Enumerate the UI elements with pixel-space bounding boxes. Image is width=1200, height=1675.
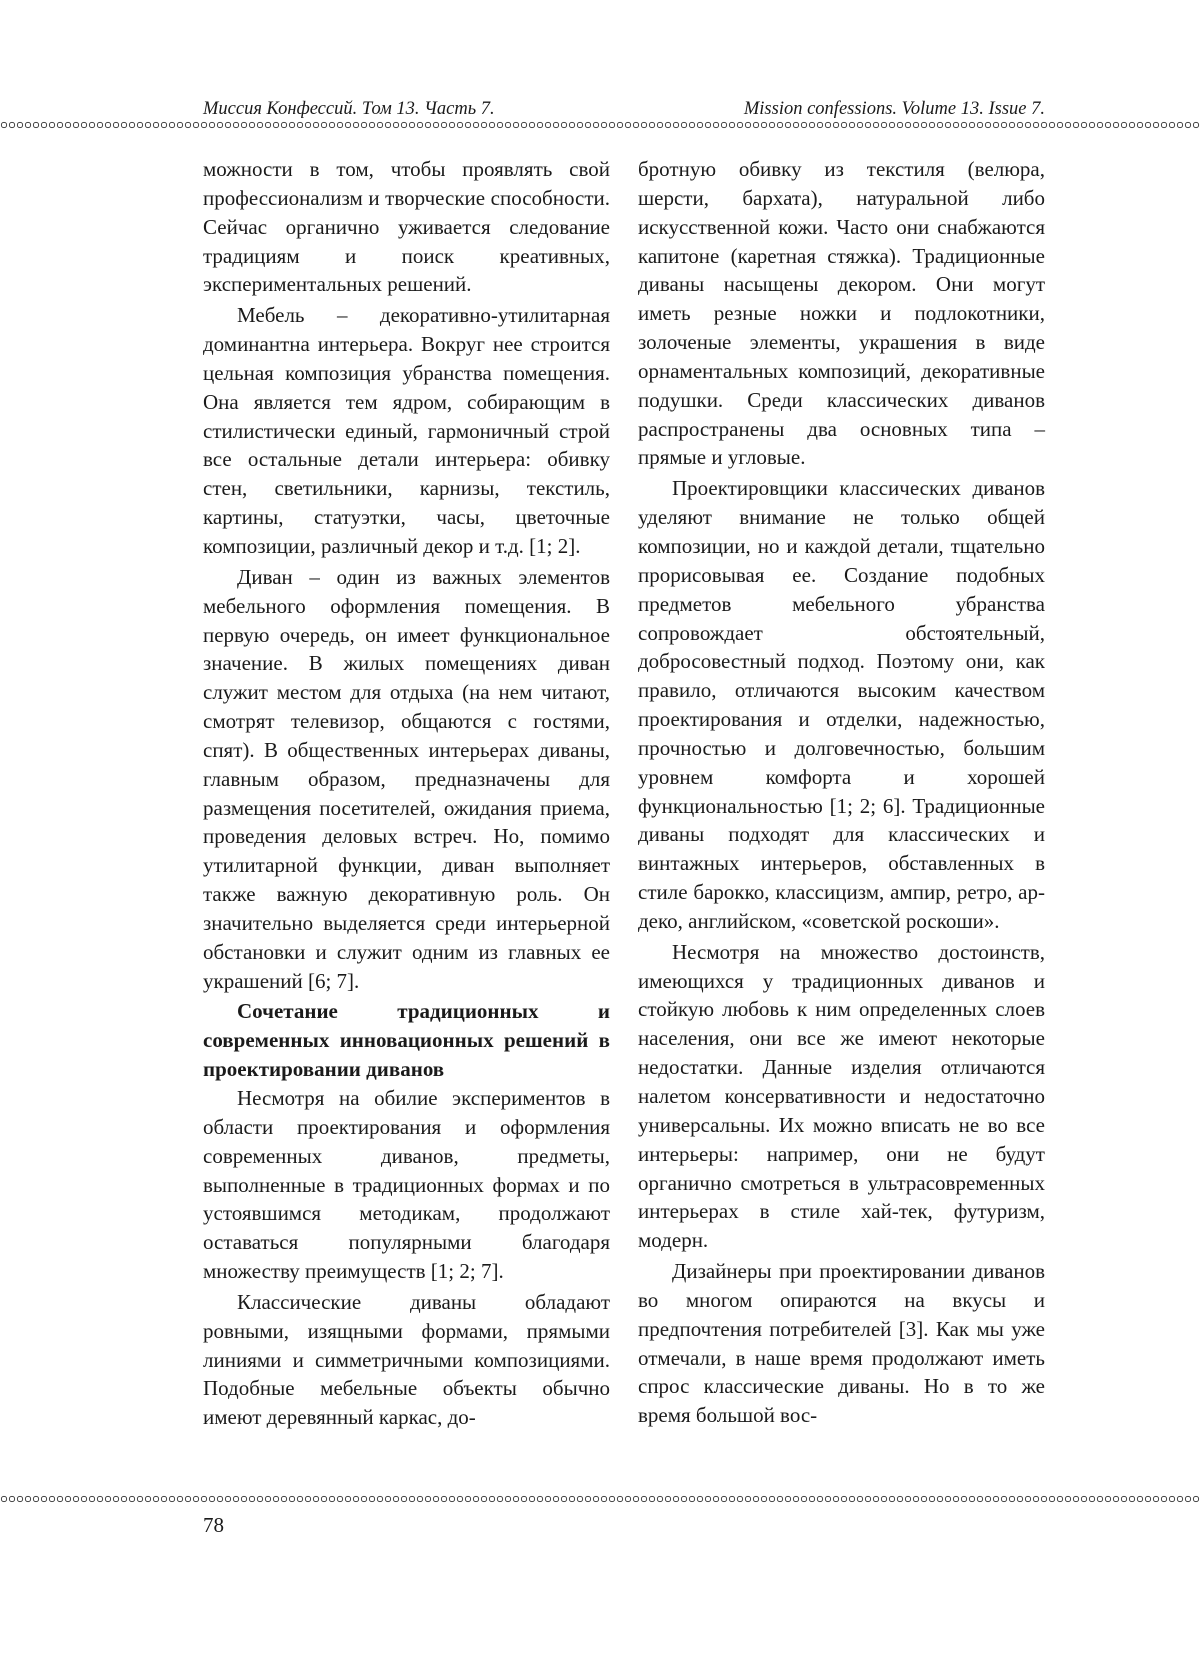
journal-title-ru: Миссия Конфессий. Том 13. Часть 7.: [203, 99, 495, 119]
header-ornament-divider: [0, 120, 1200, 130]
paragraph: бротную обивку из текстиля (велюра, шерсти, бархата), натуральной либо искусственной кожи. Часто они снабжаются капитоне (каретная стяжка). Традиционные диваны насыщены декором. Они могут иметь резные ножки и подлокотники, золоченые элементы, украшения в виде орнаментальных композиций, декоративные подушки. Среди классических диванов распространены два основных типа – прямые и угловые.: [638, 157, 1045, 470]
paragraph: Дизайнеры при проектировании диванов во многом опираются на вкусы и предпочтения потребителей [3]. Как мы уже отмечали, в наше время продолжают иметь спрос классические диваны. Но в то же время большой вос-: [638, 1259, 1045, 1428]
journal-title-en: Mission confessions. Volume 13. Issue 7.: [743, 99, 1045, 119]
page-number: 78: [203, 1513, 224, 1537]
paragraph: Несмотря на множество достоинств, имеющихся у традиционных диванов и стойкую любовь к ним определенных слоев населения, они все же имеют некоторые недостатки. Данные изделия отличаются налетом консервативности и недостаточно универсальны. Их можно вписать не во все интерьеры: например, они не будут органично смотреться в ультрасовременных интерьерах в стиле хай-тек, футуризм, модерн.: [638, 939, 1045, 1253]
paragraph: Мебель – декоративно-утилитарная доминантна интерьера. Вокруг нее строится цельная композиция убранства помещения. Она является тем ядром, собирающим в стилистически единый, гармоничный строй все остальные детали интерьера: обивку стен, светильники, карнизы, текстиль, картины, статуэтки, часы, цветочные композиции, различный декор и т.д. [1; 2].: [203, 303, 610, 558]
left-column: [203, 155, 610, 1434]
section-subheading: Сочетание традиционных и современных инновационных решений в проектировании диванов: [203, 999, 610, 1082]
footer-ornament-divider: [0, 1494, 1200, 1504]
paragraph: Диван – один из важных элементов мебельного оформления помещения. В первую очередь, он имеет функциональное значение. В жилых помещениях диван служит местом для отдыха (на нем читают, смотрят телевизор, общаются с гостями, спят). В общественных интерьерах диваны, главным образом, предназначены для размещения посетителей, ожидания приема, проведения деловых встреч. Но, помимо утилитарной функции, диван выполняет также важную декоративную роль. Он значительно выделяется среди интерьерной обстановки и служит одним из главных ее украшений [6; 7].: [203, 564, 610, 993]
paragraph: Несмотря на обилие экспериментов в области проектирования и оформления современных диванов, предметы, выполненные в традиционных формах и по устоявшимся методикам, продолжают оставаться популярными благодаря множеству преимуществ [1; 2; 7].: [203, 1086, 610, 1284]
right-column: [638, 155, 1045, 1432]
paragraph: можности в том, чтобы проявлять свой профессионализм и творческие способности. Сейчас органично уживается следование традициям и поиск креативных, экспериментальных решений.: [203, 157, 610, 297]
paragraph: Проектировщики классических диванов уделяют внимание не только общей композиции, но и каждой детали, тщательно прорисовывая ее. Создание подобных предметов мебельного убранства сопровождает обстоятельный, добросовестный подход. Поэтому они, как правило, отличаются высоким качеством проектирования и отделки, надежностью, прочностью и долговечностью, большим уровнем комфорта и хорошей функциональностью [1; 2; 6]. Традиционные диваны подходят для классических и винтажных интерьеров, обставленных в стиле барокко, классицизм, ампир, ретро, ар-деко, английском, «советской роскоши».: [638, 476, 1045, 933]
paragraph: Классические диваны обладают ровными, изящными формами, прямыми линиями и симметричными композициями. Подобные мебельные объекты обычно имеют деревянный каркас, до-: [203, 1289, 610, 1430]
